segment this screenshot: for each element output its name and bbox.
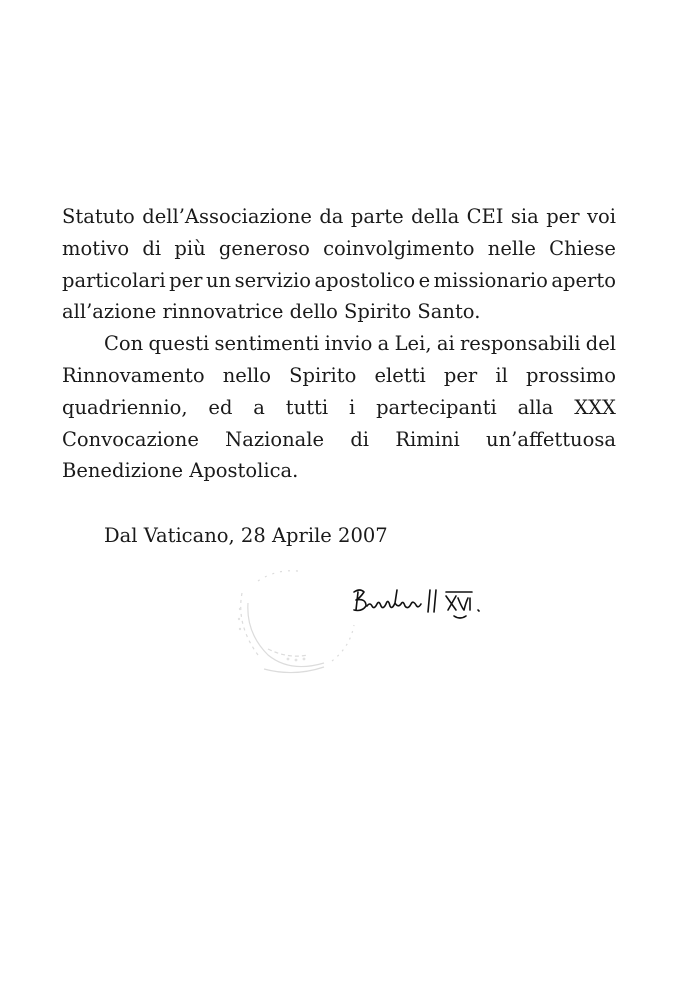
word: più	[174, 236, 206, 260]
paragraph-2-line-1	[62, 328, 616, 360]
paragraph-1-last-line: all’azione rinnovatrice dello Spirito Santo.	[62, 300, 481, 324]
word: quadriennio,	[62, 395, 188, 419]
word: da	[319, 205, 344, 228]
paragraph-1-line-1	[62, 201, 616, 233]
letter-body	[62, 201, 616, 487]
word: tutti	[285, 395, 329, 419]
word: a	[377, 332, 390, 356]
word: coinvolgimento	[323, 236, 475, 260]
word: e	[418, 268, 431, 292]
word: Spirito	[289, 363, 357, 387]
word: nello	[222, 363, 272, 387]
paragraph-1-line-2	[62, 233, 616, 265]
word: generoso	[218, 236, 310, 260]
word: Statuto	[62, 205, 135, 228]
word: di	[350, 427, 370, 451]
word: nelle	[487, 236, 536, 260]
word: per	[443, 363, 478, 387]
word: ai	[436, 332, 455, 356]
word: del	[585, 332, 616, 356]
word: particolari	[62, 268, 166, 292]
word: ed	[208, 395, 233, 419]
word: Rimini	[395, 427, 460, 451]
word: della	[411, 205, 460, 228]
word: sia	[510, 205, 539, 228]
word: parte	[350, 205, 404, 228]
word: Nazionale	[225, 427, 325, 451]
word: Lei,	[394, 332, 432, 356]
word: i	[348, 395, 356, 419]
paragraph-2-line-4	[62, 424, 616, 456]
word: invio	[324, 332, 373, 356]
word: per	[546, 205, 580, 228]
paragraph-2-last-line: Benedizione Apostolica.	[62, 459, 299, 483]
word: questi	[148, 332, 210, 356]
word: apostolico	[314, 268, 416, 292]
word: sentimenti	[214, 332, 320, 356]
word: un	[205, 268, 232, 292]
paragraph-2-line-3	[62, 392, 616, 424]
word: per	[169, 268, 203, 292]
word: XXX	[574, 395, 616, 419]
word: Rinnovamento	[62, 363, 205, 387]
word: eletti	[374, 363, 426, 387]
word: di	[142, 236, 162, 260]
handwritten-signature	[350, 580, 490, 624]
word: voi	[586, 205, 616, 228]
word: dell’Associazione	[142, 205, 312, 228]
word: prossimo	[525, 363, 616, 387]
word: aperto	[551, 268, 616, 292]
word: Con	[104, 332, 144, 356]
word: il	[495, 363, 508, 387]
word: servizio	[234, 268, 311, 292]
word: Chiese	[549, 236, 616, 260]
word: responsabili	[459, 332, 581, 356]
paragraph-1-line-3	[62, 265, 616, 297]
word: Convocazione	[62, 427, 199, 451]
word: partecipanti	[376, 395, 497, 419]
word: missionario	[433, 268, 548, 292]
paragraph-2-line-2	[62, 360, 616, 392]
word: alla	[517, 395, 554, 419]
papal-seal	[228, 563, 358, 675]
word: un’affettuosa	[486, 427, 616, 451]
date-line: Dal Vaticano, 28 Aprile 2007	[104, 524, 388, 547]
word: motivo	[62, 236, 130, 260]
word: CEI	[466, 205, 504, 228]
word: a	[253, 395, 265, 419]
